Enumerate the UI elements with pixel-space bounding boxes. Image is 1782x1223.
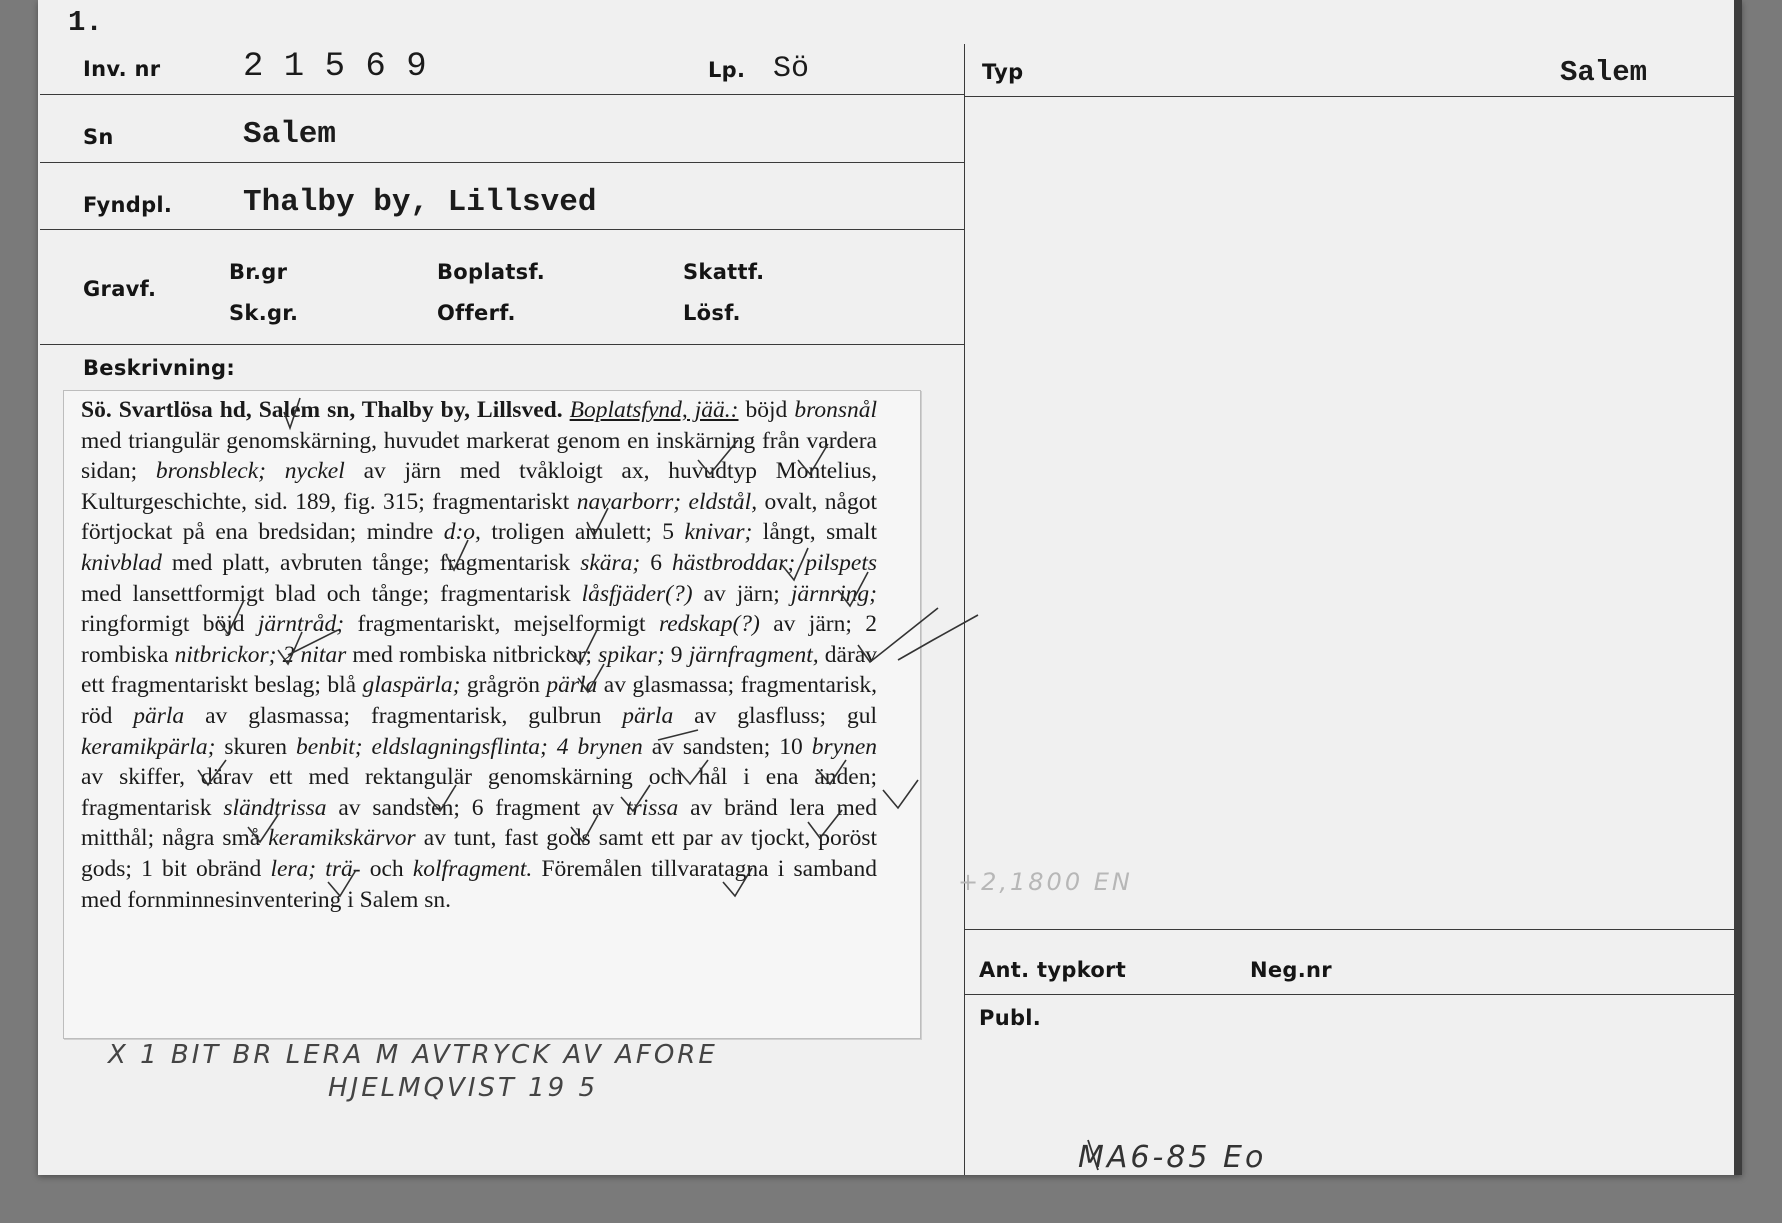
boplatsf-label: Boplatsf. (437, 260, 546, 284)
find-term: redskap(?) (658, 611, 760, 638)
lp-label: Lp. (708, 58, 746, 82)
rule-inv (40, 94, 964, 95)
find-term: sländtrissa (223, 794, 327, 821)
find-term: bronsnål (794, 397, 878, 423)
find-term: nitbrickor; 2 nitar (174, 641, 347, 668)
description-fragment: 6 (640, 549, 673, 576)
find-term: navarborr; eldstål, (576, 488, 758, 515)
find-term: trissa (626, 794, 679, 821)
description-fragment: av järn; (692, 580, 791, 607)
find-term: lera; trä- (270, 855, 361, 882)
find-term: hästbroddar; pilspets (672, 549, 877, 576)
beskrivning-label: Beskrivning: (83, 356, 236, 380)
handwritten-note-line2: HJELMQVIST 19 5 (328, 1073, 599, 1103)
description-fragment: Föremålen tillvaratagna i samband med fornminnesinventering i Salem sn. (81, 855, 877, 913)
description-fragment: långt, smalt (752, 519, 877, 546)
faint-pencil-mark: +2,1800 EN (958, 868, 1133, 896)
find-term: kolfragment. (412, 855, 533, 882)
description-fragment: av sandsten; 6 fragment av (326, 794, 626, 821)
find-term: låsfjäder(?) (581, 580, 693, 607)
rule-typkort-top (964, 929, 1734, 930)
rule-gravf (40, 344, 964, 345)
description-text (81, 395, 877, 915)
description-fragment: skuren (215, 733, 297, 760)
rule-sn (40, 162, 964, 163)
fyndpl-label: Fyndpl. (83, 193, 173, 217)
find-term: järntråd; (257, 611, 345, 638)
description-fragment: av sandsten; 10 (642, 733, 812, 760)
publ-label: Publ. (979, 1006, 1042, 1030)
description-lead: Sö. Svartlösa hd, Salem sn, Thalby by, Lillsved. (81, 397, 563, 423)
card-edge-shadow (1734, 0, 1742, 1175)
description-fragment: av glasfluss; gul (673, 702, 877, 729)
find-term: pärla (546, 672, 598, 699)
find-term: järnfragment, (688, 641, 819, 668)
description-fragment: grågrön (460, 672, 547, 699)
offerf-label: Offerf. (437, 301, 516, 325)
find-term: knivar; (684, 519, 753, 546)
find-term: d:o, (443, 519, 481, 546)
br-gr-label: Br.gr (229, 260, 288, 284)
find-term: keramikskärvor (268, 825, 416, 852)
losf-label: Lösf. (683, 301, 741, 325)
rule-typkort-bottom (964, 994, 1734, 995)
find-term: spikar; (598, 641, 665, 668)
find-term: knivblad (81, 549, 162, 576)
skattf-label: Skattf. (683, 260, 765, 284)
column-divider (964, 44, 965, 1175)
description-clipping (63, 390, 921, 1039)
description-fragment: och (360, 855, 413, 882)
description-fragment: ringformigt böjd (81, 611, 258, 638)
handwritten-note-line1: X 1 BIT BR LERA M AVTRYCK AV AFORE (108, 1040, 718, 1070)
description-body (81, 397, 877, 913)
fyndpl-value: Thalby by, Lillsved (243, 185, 597, 220)
typ-label: Typ (982, 60, 1024, 84)
description-fragment: med lansettformigt blad och tånge; fragmentarisk (81, 580, 582, 607)
description-fragment: med rombiska nitbrickor; (346, 641, 599, 668)
sn-value: Salem (243, 117, 337, 152)
find-term: brynen (811, 733, 878, 760)
ant-typkort-label: Ant. typkort (979, 958, 1127, 982)
typ-value: Salem (1560, 56, 1648, 89)
find-term: skära; (580, 549, 641, 576)
sn-label: Sn (83, 125, 114, 149)
find-term: bronsbleck; nyckel (155, 458, 345, 485)
description-fragment: böjd (738, 397, 795, 423)
description-fragment: ovalt, något förtjockat på ena bredsidan; mindre (81, 488, 877, 546)
sk-gr-label: Sk.gr. (229, 301, 299, 325)
find-term: pärla (622, 702, 674, 729)
inventory-card (38, 0, 1742, 1175)
inv-nr-value: 2 1 5 6 9 (243, 48, 427, 86)
description-fragment: av skiffer, därav ett med rektangulär genomskärning och hål i ena änden; fragmentarisk (81, 764, 877, 821)
description-fragment: troligen amulett; 5 (480, 519, 685, 546)
description-fragment: av tunt, fast gods samt ett par av tjockt, poröst gods; 1 bit obränd (81, 825, 877, 882)
find-term: benbit; eldslagningsflinta; 4 brynen (296, 733, 643, 760)
description-fragment: fragmentariskt, mejselformigt (344, 611, 659, 638)
gravf-label: Gravf. (83, 277, 157, 301)
description-find-type: Boplatsfynd, jää.: (569, 397, 739, 423)
lp-value: Sö (773, 52, 810, 86)
find-term: järnring; (790, 580, 877, 607)
rule-typ (964, 96, 1734, 97)
description-fragment: av bränd lera med mitthål; några små (81, 794, 877, 852)
description-fragment: med triangulär genomskärning, huvudet markerat genom en inskärning från vardera sidan; (81, 427, 877, 485)
find-term: keramikpärla; (81, 733, 216, 760)
description-fragment: med platt, avbruten tånge; fragmentarisk (161, 549, 581, 576)
description-fragment: av järn; 2 rombiska (81, 611, 877, 668)
neg-nr-label: Neg.nr (1250, 958, 1332, 982)
description-fragment: av järn med tvåkloigt ax, huvudtyp Montelius, Kulturgeschichte, sid. 189, fig. 315; fragmentariskt (81, 458, 877, 515)
rule-fyndpl (40, 229, 964, 230)
description-fragment: därav ett fragmentariskt beslag; blå (81, 641, 877, 699)
card-number: 1. (68, 6, 103, 39)
find-term: pärla (133, 702, 185, 729)
find-term: glaspärla; (362, 672, 461, 699)
description-fragment: av glasmassa; fragmentarisk, gulbrun (184, 702, 623, 729)
handwritten-catalog-mark: MA6-85 Eo (1078, 1140, 1267, 1175)
description-fragment: av glasmassa; fragmentarisk, röd (81, 672, 878, 729)
description-fragment: 9 (664, 641, 689, 668)
inv-nr-label: Inv. nr (83, 57, 161, 81)
